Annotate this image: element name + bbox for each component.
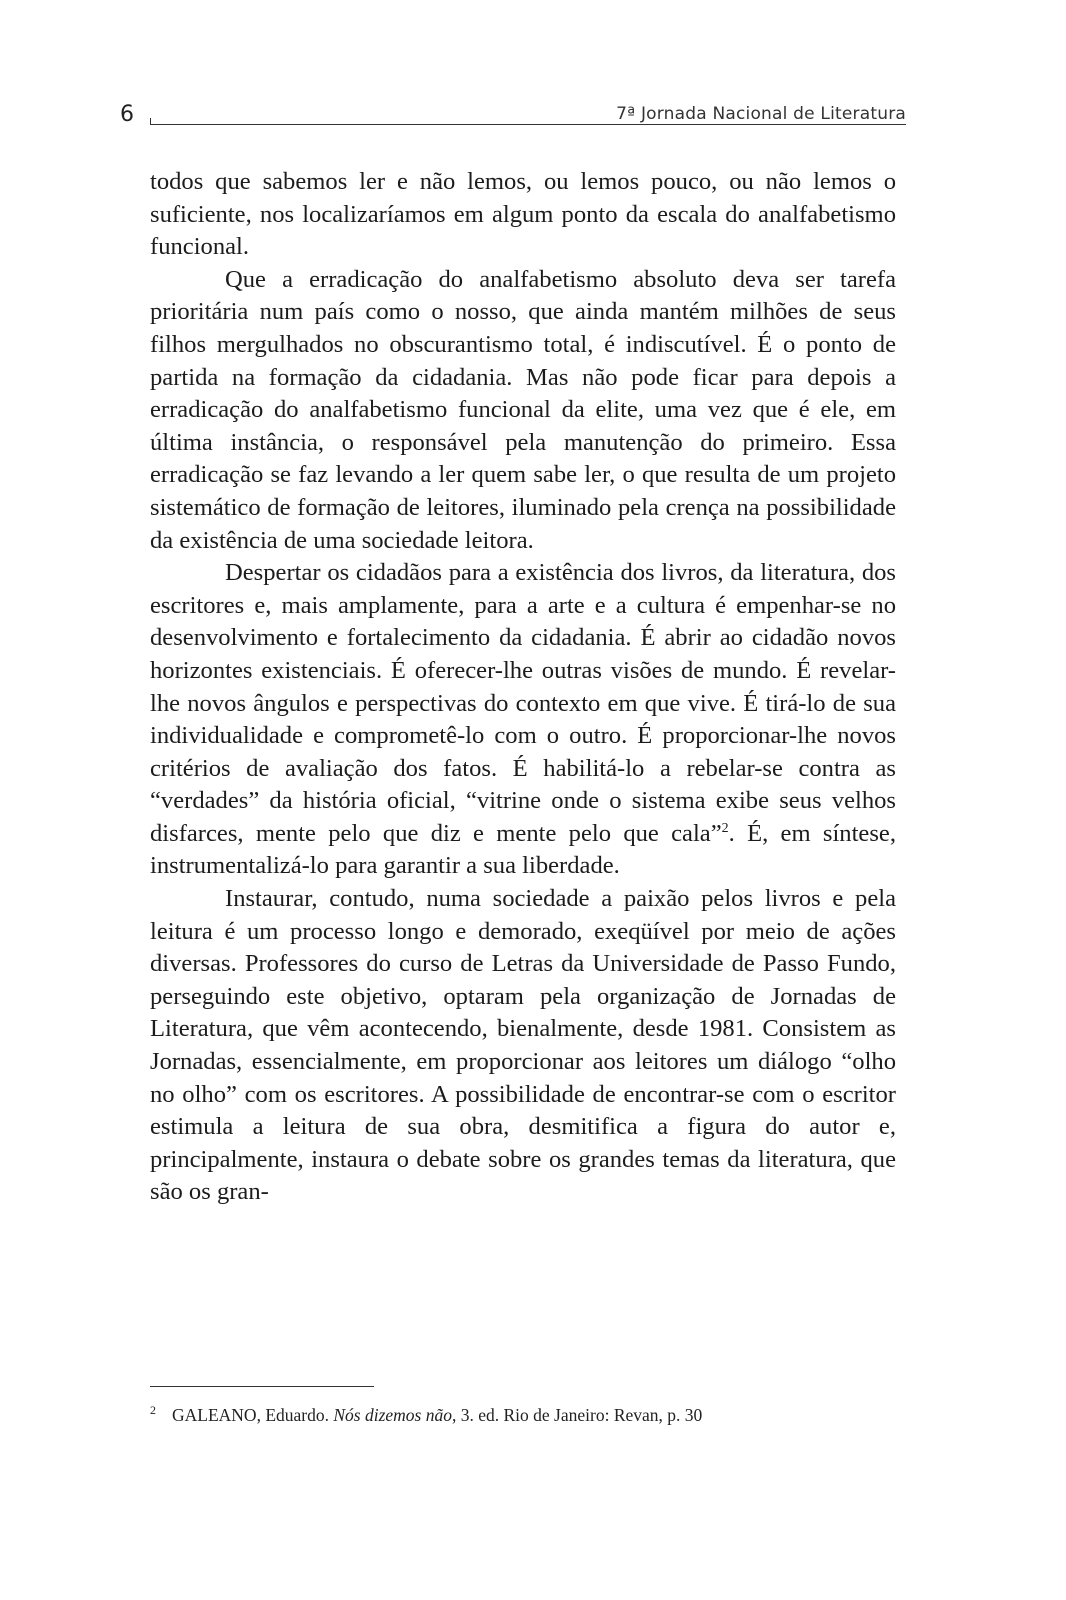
page-number: 6 xyxy=(120,102,134,127)
paragraph-4: Instaurar, contudo, numa sociedade a paixão pelos livros e pela leitura é um processo longo e demorado, exeqüível por meio de ações diversas. Professores do curso de Letras da Universidade de Passo Fundo, perseguindo este objetivo, optaram pela organização de Jornadas de Literatura, que vêm acontecendo, bienalmente, desde 1981. Consistem as Jornadas, essencialmente, em proporcionar aos leitores um diálogo “olho no olho” com os escritores. A possibilidade de encontrar-se com o escritor estimula a leitura de sua obra, desmitifica a figura do autor e, principalmente, instaura o debate sobre os grandes temas da literatura, que são os gran- xyxy=(150,885,896,1206)
paragraph-2: Que a erradicação do analfabetismo absoluto deva ser tarefa prioritária num país como o nosso, que ainda mantém milhões de seus filhos mergulhados no obscurantismo total, é indiscutível. É o ponto de partida na formação da cidadania. Mas não pode ficar para depois a erradicação do analfabetismo funcional da elite, uma vez que é ele, em última instância, o responsável pela manutenção do primeiro. Essa erradicação se faz levando a ler quem sabe ler, o que resulta de um projeto sistemático de formação de leitores, iluminado pela crença na possibilidade da existência de uma sociedade leitora. xyxy=(150,265,896,554)
footnote-citation: , 3. ed. Rio de Janeiro: Revan, p. 30 xyxy=(451,1404,703,1425)
paragraph-3-text-end: . É, em síntese, instrumentalizá-lo para garantir a sua liberdade. xyxy=(150,819,896,880)
footnote-rule xyxy=(150,1386,374,1387)
paragraph-1: todos que sabemos ler e não lemos, ou lemos pouco, ou não lemos o suficiente, nos localizaríamos em algum ponto da escala do analfabetismo funcional. xyxy=(150,168,896,261)
body-text xyxy=(150,166,896,1209)
paragraph-3 xyxy=(150,557,896,883)
paragraph-3-text: Despertar os cidadãos para a existência dos livros, da literatura, dos escritores e, mais amplamente, para a arte e a cultura é empenhar-se no desenvolvimento e fortalecimento da cidadania. É abrir ao cidadão novos horizontes existenciais. É oferecer-lhe outras visões de mundo. É revelar-lhe novos ângulos e perspectivas do contexto em que vive. É tirá-lo de sua individualidade e comprometê-lo com o outro. É proporcionar-lhe novos critérios de avaliação dos fatos. É habilitá-lo a rebelar-se contra as “verdades” da história oficial, “vitrine onde o sistema exibe seus velhos disfarces, mente pelo que diz e mente pelo que cala” xyxy=(150,559,896,847)
footnote-reference[interactable]: 2 xyxy=(721,820,729,836)
footnote xyxy=(150,1403,910,1426)
running-header-title: 7ª Jornada Nacional de Literatura xyxy=(616,104,906,124)
footnote-title: Nós dizemos não xyxy=(333,1404,452,1425)
footnote-author: GALEANO, Eduardo. xyxy=(172,1404,329,1425)
header-rule xyxy=(150,124,906,125)
footnote-number: 2 xyxy=(150,1403,156,1417)
